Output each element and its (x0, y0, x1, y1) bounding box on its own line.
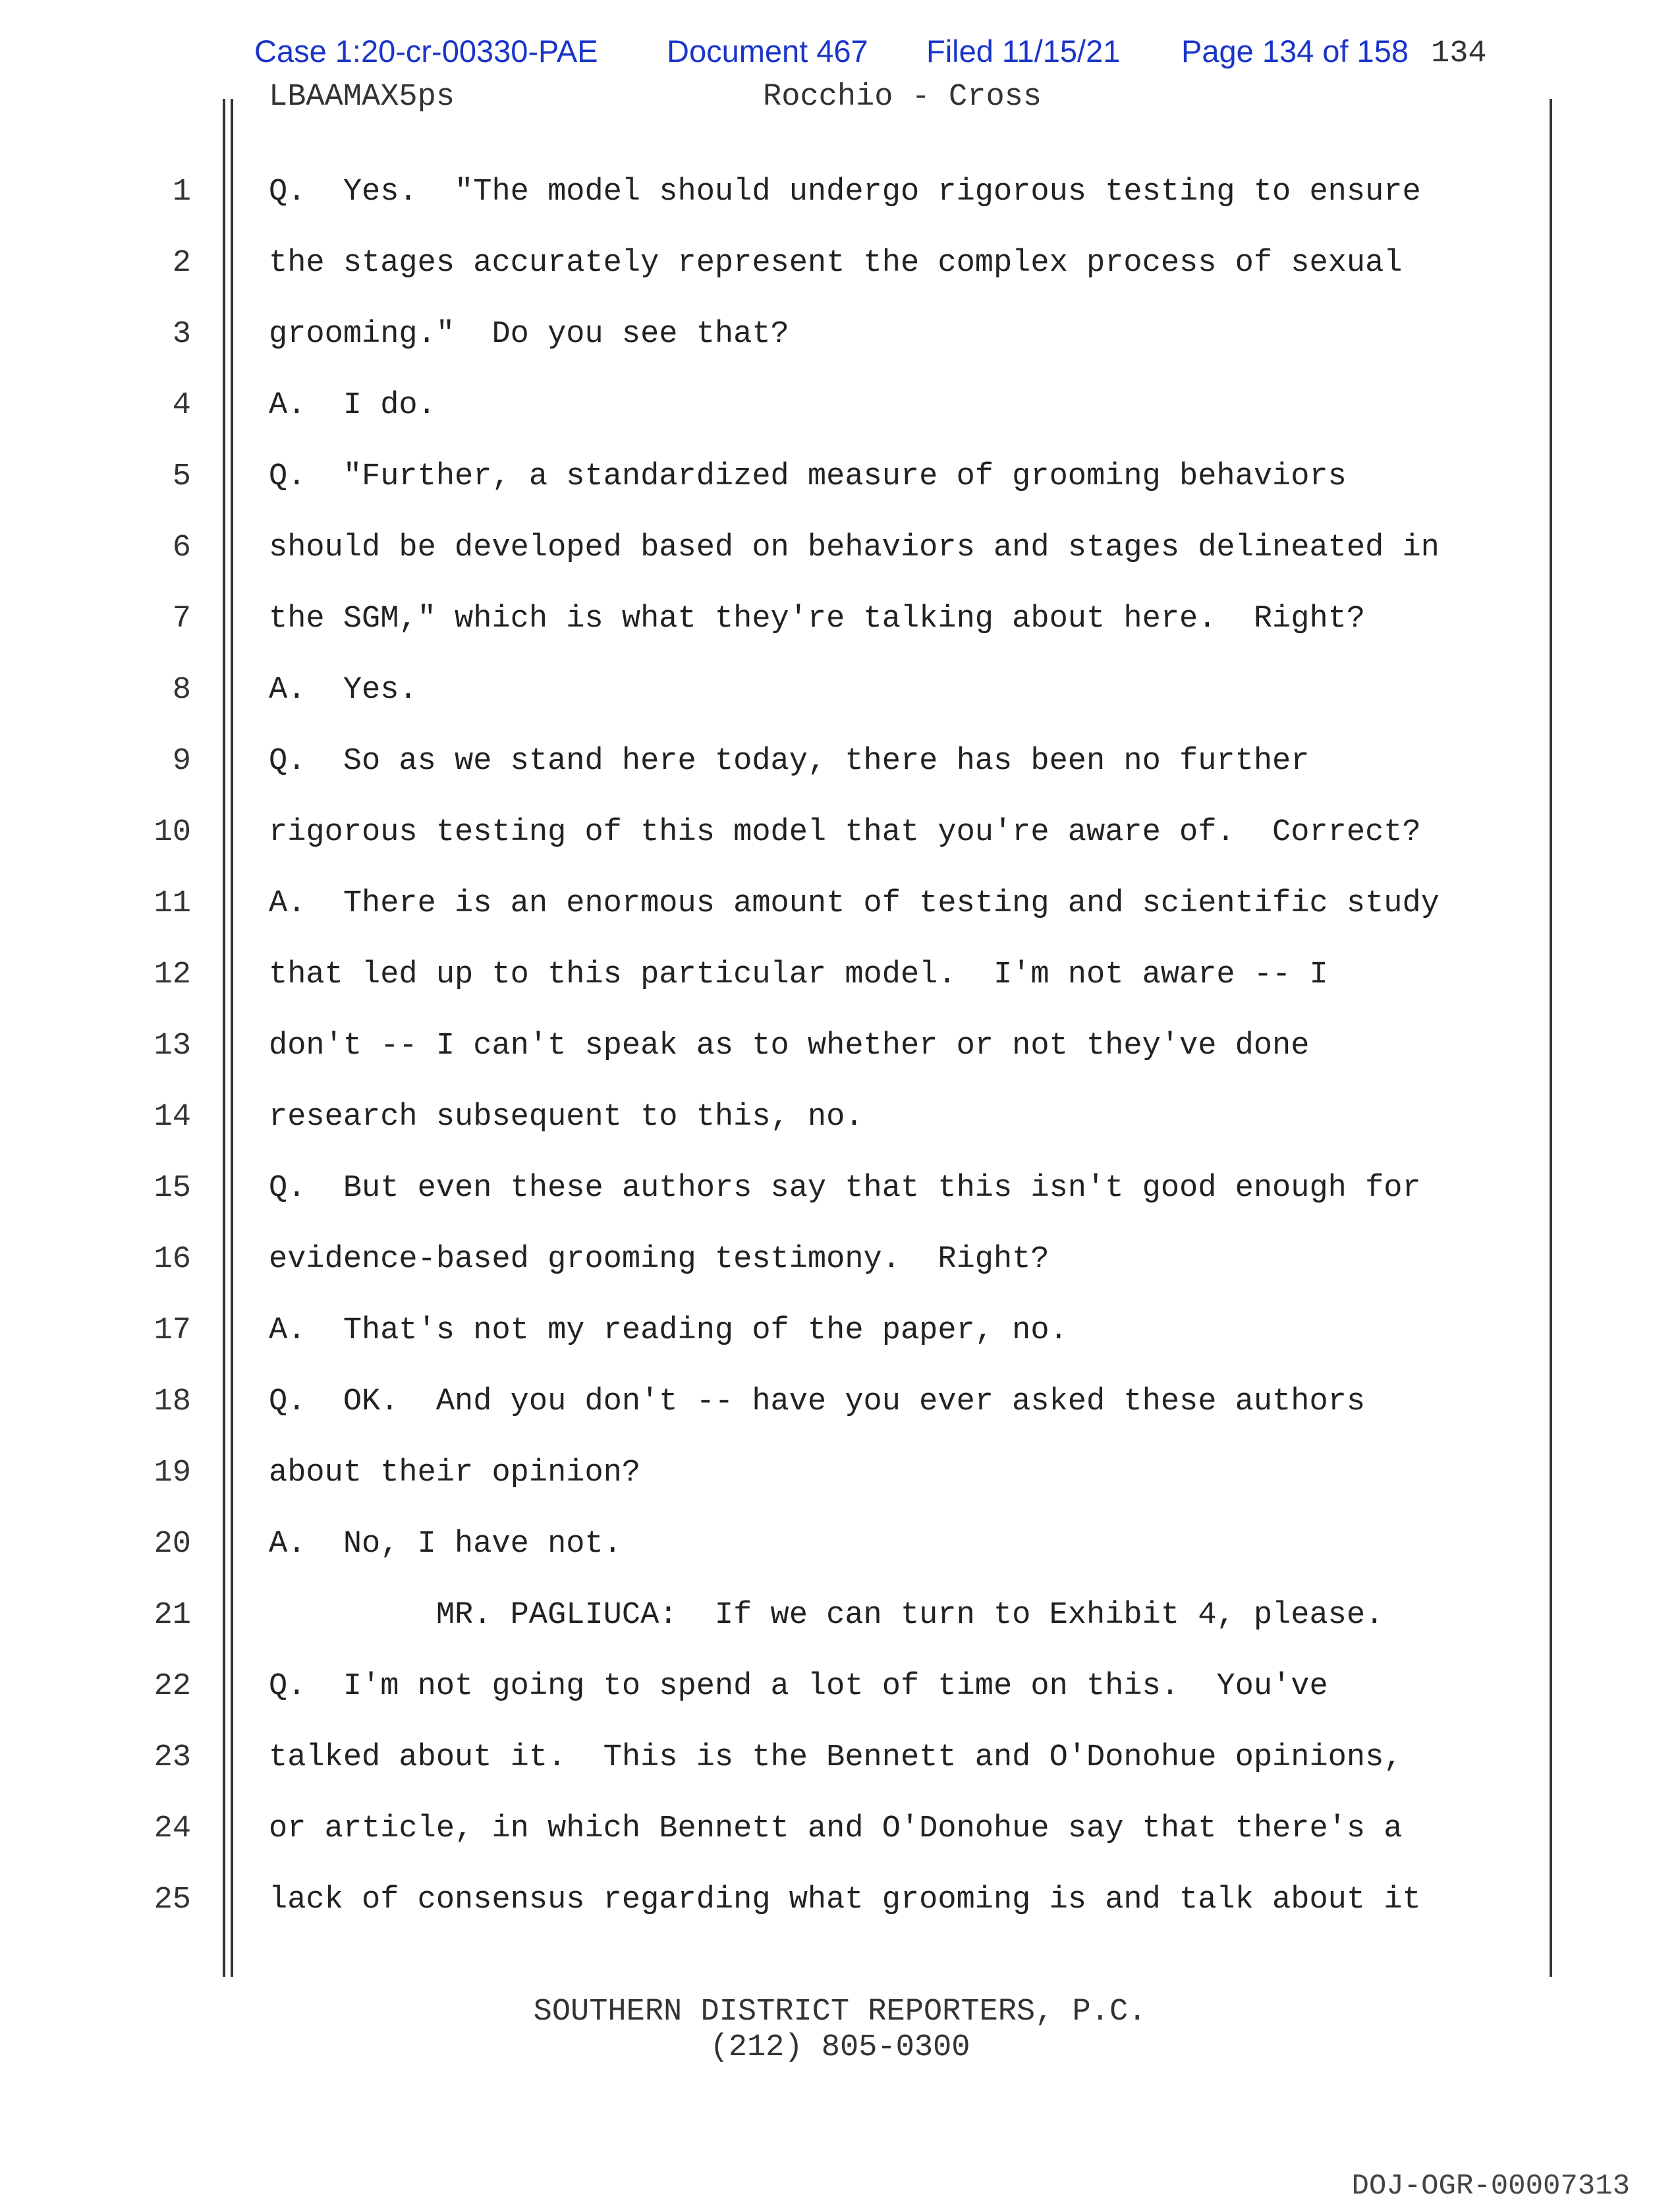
transcript-file-id: LBAAMAX5ps (269, 80, 455, 115)
line-number: 4 (172, 388, 191, 423)
transcript-line: Q. OK. And you don't -- have you ever asked these authors (269, 1384, 1366, 1419)
reporter-phone: (212) 805-0300 (710, 2030, 970, 2065)
line-number: 16 (154, 1242, 191, 1277)
line-number: 13 (154, 1029, 191, 1063)
line-number: 22 (154, 1669, 191, 1704)
line-number: 12 (154, 957, 191, 992)
transcript-line: grooming." Do you see that? (269, 317, 789, 352)
line-number: 19 (154, 1456, 191, 1490)
reporter-name: SOUTHERN DISTRICT REPORTERS, P.C. (533, 1995, 1147, 2029)
line-number: 18 (154, 1384, 191, 1419)
transcript-line: Q. But even these authors say that this isn't good enough for (269, 1171, 1421, 1206)
transcript-line: A. No, I have not. (269, 1527, 622, 1562)
line-number: 21 (154, 1598, 191, 1633)
transcript-line: rigorous testing of this model that you're aware of. Correct? (269, 815, 1421, 850)
transcript-line: MR. PAGLIUCA: If we can turn to Exhibit 4, please. (269, 1598, 1384, 1633)
transcript-line: about their opinion? (269, 1456, 641, 1490)
line-number: 7 (172, 602, 191, 637)
transcript-line: A. There is an enormous amount of testing and scientific study (269, 886, 1440, 921)
transcript-line: should be developed based on behaviors and stages delineated in (269, 530, 1440, 565)
line-number: 10 (154, 815, 191, 850)
filed-date: Filed 11/15/21 (926, 34, 1121, 69)
transcript-line: A. That's not my reading of the paper, no. (269, 1313, 1068, 1348)
line-number: 6 (172, 530, 191, 565)
line-number: 17 (154, 1313, 191, 1348)
left-margin-rule-inner (231, 99, 233, 1977)
transcript-line: evidence-based grooming testimony. Right? (269, 1242, 1050, 1277)
document-number: Document 467 (667, 34, 868, 69)
witness-examination: Rocchio - Cross (763, 80, 1042, 115)
line-number: 14 (154, 1100, 191, 1135)
transcript-line: Q. Yes. "The model should undergo rigorous testing to ensure (269, 175, 1421, 210)
line-number: 8 (172, 673, 191, 708)
transcript-line: the SGM," which is what they're talking about here. Right? (269, 602, 1366, 637)
transcript-line: A. Yes. (269, 673, 418, 708)
transcript-line: lack of consensus regarding what grooming is and talk about it (269, 1883, 1421, 1917)
line-number: 2 (172, 246, 191, 281)
line-number: 23 (154, 1740, 191, 1775)
line-number: 3 (172, 317, 191, 352)
transcript-line: Q. "Further, a standardized measure of grooming behaviors (269, 459, 1347, 494)
line-number: 5 (172, 459, 191, 494)
left-margin-rule-outer (223, 99, 225, 1977)
line-number: 9 (172, 744, 191, 779)
transcript-line: that led up to this particular model. I'm not aware -- I (269, 957, 1328, 992)
page-of-total: Page 134 of 158 (1181, 34, 1409, 69)
transcript-line: research subsequent to this, no. (269, 1100, 864, 1135)
bates-number: DOJ-OGR-00007313 (1351, 2170, 1630, 2203)
transcript-line: talked about it. This is the Bennett and O'Donohue opinions, (269, 1740, 1403, 1775)
line-number: 25 (154, 1883, 191, 1917)
right-margin-rule (1550, 99, 1552, 1977)
line-number: 15 (154, 1171, 191, 1206)
transcript-line: Q. I'm not going to spend a lot of time on this. You've (269, 1669, 1328, 1704)
case-number: Case 1:20-cr-00330-PAE (254, 34, 598, 69)
line-number: 1 (172, 175, 191, 210)
transcript-line: or article, in which Bennett and O'Donohue say that there's a (269, 1811, 1403, 1846)
transcript-line: don't -- I can't speak as to whether or not they've done (269, 1029, 1310, 1063)
page-number: 134 (1431, 36, 1487, 71)
line-number: 11 (154, 886, 191, 921)
transcript-line: the stages accurately represent the complex process of sexual (269, 246, 1403, 281)
transcript-line: A. I do. (269, 388, 436, 423)
line-number: 20 (154, 1527, 191, 1562)
transcript-line: Q. So as we stand here today, there has been no further (269, 744, 1310, 779)
line-number: 24 (154, 1811, 191, 1846)
